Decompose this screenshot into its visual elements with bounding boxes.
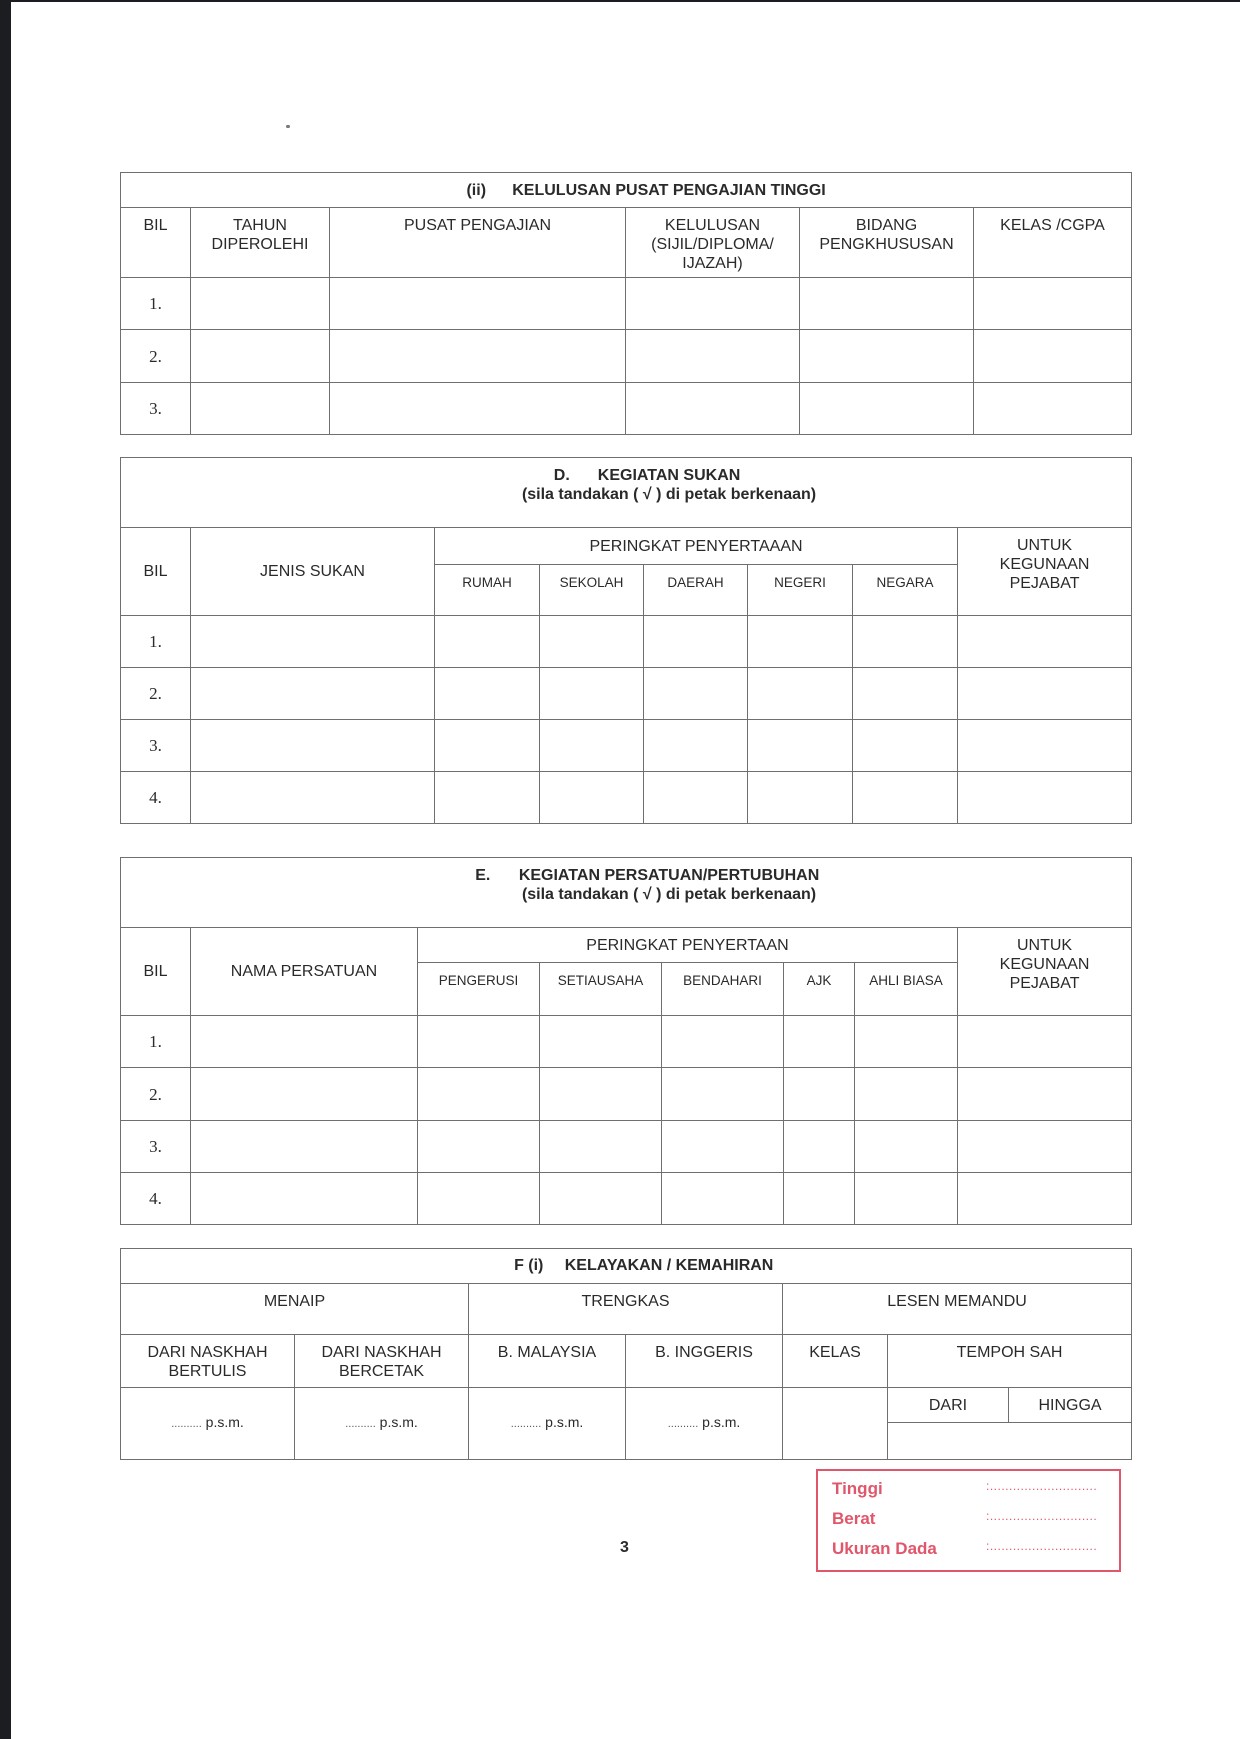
checkbox-sekolah[interactable] [540, 720, 644, 772]
input-kelas[interactable] [974, 278, 1132, 330]
input-trengkas-inggeris[interactable]: .......... p.s.m. [626, 1388, 783, 1460]
office-use-cell [958, 720, 1132, 772]
input-bidang[interactable] [800, 330, 974, 383]
checkbox-ajk[interactable] [784, 1121, 855, 1173]
section-number: (ii) [466, 182, 487, 199]
row-number: 4. [121, 772, 191, 824]
checkbox-bendahari[interactable] [662, 1016, 784, 1068]
input-nama-persatuan[interactable] [191, 1068, 418, 1121]
checkbox-negara[interactable] [853, 668, 958, 720]
checkbox-rumah[interactable] [435, 668, 540, 720]
scan-speck [286, 125, 290, 128]
office-use-cell [958, 616, 1132, 668]
checkbox-sekolah[interactable] [540, 772, 644, 824]
checkbox-negara[interactable] [853, 720, 958, 772]
section-number: D. [553, 467, 570, 484]
input-kelas-lesen[interactable] [783, 1388, 888, 1460]
checkbox-ahli-biasa[interactable] [855, 1016, 958, 1068]
col-header-pengerusi: PENGERUSI [418, 963, 540, 1016]
checkbox-rumah[interactable] [435, 616, 540, 668]
col-header-bertulis: DARI NASKHAH BERTULIS [121, 1335, 295, 1388]
checkbox-ahli-biasa[interactable] [855, 1121, 958, 1173]
col-header-ahli-biasa: AHLI BIASA [855, 963, 958, 1016]
col-header-tahun: TAHUN DIPEROLEHI [191, 208, 330, 278]
section-number: E. [475, 867, 491, 884]
checkbox-ahli-biasa[interactable] [855, 1068, 958, 1121]
input-tahun[interactable] [191, 278, 330, 330]
input-menaip-bercetak[interactable]: .......... p.s.m. [295, 1388, 469, 1460]
row-number: 2. [121, 330, 191, 383]
checkbox-pengerusi[interactable] [418, 1068, 540, 1121]
office-use-cell [958, 1068, 1132, 1121]
office-use-cell [958, 668, 1132, 720]
section-title: KELAYAKAN / KEMAHIRAN [564, 1257, 774, 1274]
row-number: 1. [121, 1016, 191, 1068]
col-header-nama-persatuan: NAMA PERSATUAN [191, 928, 418, 1016]
table-row [121, 668, 1132, 720]
col-group-trengkas: TRENGKAS [469, 1284, 783, 1335]
table-kelulusan-pusat-pengajian-tinggi [120, 172, 1132, 435]
input-jenis-sukan[interactable] [191, 668, 435, 720]
input-bidang[interactable] [800, 278, 974, 330]
col-header-kegunaan-pejabat: UNTUK KEGUNAAN PEJABAT [958, 528, 1132, 616]
col-header-b-malaysia: B. MALAYSIA [469, 1335, 626, 1388]
col-group-peringkat: PERINGKAT PENYERTAAN [418, 928, 958, 963]
table-row [121, 772, 1132, 824]
checkbox-bendahari[interactable] [662, 1068, 784, 1121]
checkbox-setiausaha[interactable] [540, 1121, 662, 1173]
checkbox-daerah[interactable] [644, 668, 748, 720]
col-group-peringkat: PERINGKAT PENYERTAAAN [435, 528, 958, 565]
section-f-title-cell [121, 1249, 1132, 1284]
table-row [121, 278, 1132, 330]
input-bidang[interactable] [800, 383, 974, 435]
measurement-input-berat[interactable]: :............................ [986, 1509, 1098, 1523]
section-instruction: (sila tandakan ( √ ) di petak berkenaan) [521, 486, 817, 503]
col-header-rumah: RUMAH [435, 565, 540, 616]
col-header-bil: BIL [121, 208, 191, 278]
section-number: F (i) [514, 1257, 544, 1274]
checkbox-negara[interactable] [853, 772, 958, 824]
table-kegiatan-persatuan [120, 857, 1132, 1225]
checkbox-pengerusi[interactable] [418, 1016, 540, 1068]
office-use-cell [958, 1016, 1132, 1068]
page-number: 3 [620, 1539, 629, 1556]
checkbox-setiausaha[interactable] [540, 1016, 662, 1068]
input-pusat[interactable] [330, 383, 626, 435]
col-header-bil: BIL [121, 528, 191, 616]
col-header-jenis-sukan: JENIS SUKAN [191, 528, 435, 616]
input-kelulusan[interactable] [626, 330, 800, 383]
col-group-lesen-memandu: LESEN MEMANDU [783, 1284, 1132, 1335]
row-number: 1. [121, 278, 191, 330]
input-jenis-sukan[interactable] [191, 720, 435, 772]
section-e-title-cell [121, 858, 1132, 928]
col-header-kelas-cgpa: KELAS /CGPA [974, 208, 1132, 278]
checkbox-setiausaha[interactable] [540, 1173, 662, 1225]
checkbox-ahli-biasa[interactable] [855, 1173, 958, 1225]
checkbox-negara[interactable] [853, 616, 958, 668]
measurement-input-ukuran-dada[interactable]: :............................ [986, 1539, 1098, 1553]
col-header-bendahari: BENDAHARI [662, 963, 784, 1016]
col-header-ajk: AJK [784, 963, 855, 1016]
table-row [121, 720, 1132, 772]
checkbox-rumah[interactable] [435, 772, 540, 824]
measurement-row-tinggi [832, 1479, 1098, 1499]
col-header-negara: NEGARA [853, 565, 958, 616]
measurements-box [816, 1469, 1121, 1572]
col-header-tempoh-sah: TEMPOH SAH [888, 1335, 1132, 1388]
checkbox-negeri[interactable] [748, 616, 853, 668]
section-d-title-cell [121, 458, 1132, 528]
checkbox-bendahari[interactable] [662, 1121, 784, 1173]
table-row [121, 1016, 1132, 1068]
input-jenis-sukan[interactable] [191, 772, 435, 824]
checkbox-sekolah[interactable] [540, 616, 644, 668]
row-number: 2. [121, 1068, 191, 1121]
input-tahun[interactable] [191, 383, 330, 435]
section-title: KEGIATAN PERSATUAN/PERTUBUHAN [518, 867, 820, 884]
input-kelas[interactable] [974, 330, 1132, 383]
checkbox-negeri[interactable] [748, 772, 853, 824]
checkbox-rumah[interactable] [435, 720, 540, 772]
col-header-dari: DARI [888, 1388, 1009, 1423]
checkbox-setiausaha[interactable] [540, 1068, 662, 1121]
input-pusat[interactable] [330, 330, 626, 383]
section-instruction: (sila tandakan ( √ ) di petak berkenaan) [521, 886, 817, 903]
col-header-sekolah: SEKOLAH [540, 565, 644, 616]
table-row [121, 1121, 1132, 1173]
col-header-daerah: DAERAH [644, 565, 748, 616]
input-kelulusan[interactable] [626, 278, 800, 330]
office-use-cell [958, 772, 1132, 824]
measurement-label: Berat [832, 1509, 876, 1528]
table-row [121, 616, 1132, 668]
section-ii-title-cell [121, 173, 1132, 208]
table-row [121, 383, 1132, 435]
input-nama-persatuan[interactable] [191, 1121, 418, 1173]
checkbox-bendahari[interactable] [662, 1173, 784, 1225]
col-header-kelas: KELAS [783, 1335, 888, 1388]
checkbox-daerah[interactable] [644, 720, 748, 772]
checkbox-ajk[interactable] [784, 1173, 855, 1225]
measurement-row-berat [832, 1509, 1098, 1529]
table-row [121, 1068, 1132, 1121]
row-number: 3. [121, 383, 191, 435]
input-kelulusan[interactable] [626, 383, 800, 435]
viewer-top-edge [0, 0, 1240, 2]
viewer-left-edge [0, 0, 11, 1739]
col-header-bercetak: DARI NASKHAH BERCETAK [295, 1335, 469, 1388]
col-header-kelulusan: KELULUSAN (SIJIL/DIPLOMA/ IJAZAH) [626, 208, 800, 278]
checkbox-daerah[interactable] [644, 616, 748, 668]
table-row [121, 330, 1132, 383]
col-header-bil: BIL [121, 928, 191, 1016]
col-header-negeri: NEGERI [748, 565, 853, 616]
col-header-pusat-pengajian: PUSAT PENGAJIAN [330, 208, 626, 278]
row-number: 4. [121, 1173, 191, 1225]
office-use-cell [958, 1173, 1132, 1225]
section-title: KEGIATAN SUKAN [597, 467, 741, 484]
row-number: 3. [121, 1121, 191, 1173]
table-kegiatan-sukan [120, 457, 1132, 824]
input-pusat[interactable] [330, 278, 626, 330]
checkbox-ajk[interactable] [784, 1068, 855, 1121]
col-header-kegunaan-pejabat: UNTUK KEGUNAAN PEJABAT [958, 928, 1132, 1016]
col-group-menaip: MENAIP [121, 1284, 469, 1335]
input-tahun[interactable] [191, 330, 330, 383]
input-menaip-bertulis[interactable]: .......... p.s.m. [121, 1388, 295, 1460]
measurement-input-tinggi[interactable]: :............................ [986, 1479, 1098, 1493]
measurement-row-ukuran-dada [832, 1539, 1098, 1559]
section-title: KELULUSAN PUSAT PENGAJIAN TINGGI [512, 182, 826, 199]
checkbox-negeri[interactable] [748, 668, 853, 720]
row-number: 1. [121, 616, 191, 668]
office-use-cell [958, 1121, 1132, 1173]
measurement-label: Ukuran Dada [832, 1539, 937, 1558]
checkbox-daerah[interactable] [644, 772, 748, 824]
measurement-label: Tinggi [832, 1479, 883, 1498]
input-tempoh-sah[interactable] [888, 1423, 1132, 1460]
checkbox-pengerusi[interactable] [418, 1121, 540, 1173]
input-trengkas-malaysia[interactable]: .......... p.s.m. [469, 1388, 626, 1460]
checkbox-negeri[interactable] [748, 720, 853, 772]
input-jenis-sukan[interactable] [191, 616, 435, 668]
row-number: 2. [121, 668, 191, 720]
col-header-bidang: BIDANG PENGKHUSUSAN [800, 208, 974, 278]
input-kelas[interactable] [974, 383, 1132, 435]
col-header-setiausaha: SETIAUSAHA [540, 963, 662, 1016]
table-kelayakan-kemahiran [120, 1248, 1132, 1460]
row-number: 3. [121, 720, 191, 772]
input-nama-persatuan[interactable] [191, 1016, 418, 1068]
checkbox-sekolah[interactable] [540, 668, 644, 720]
checkbox-ajk[interactable] [784, 1016, 855, 1068]
col-header-b-inggeris: B. INGGERIS [626, 1335, 783, 1388]
col-header-hingga: HINGGA [1009, 1388, 1132, 1423]
input-nama-persatuan[interactable] [191, 1173, 418, 1225]
table-row [121, 1173, 1132, 1225]
checkbox-pengerusi[interactable] [418, 1173, 540, 1225]
